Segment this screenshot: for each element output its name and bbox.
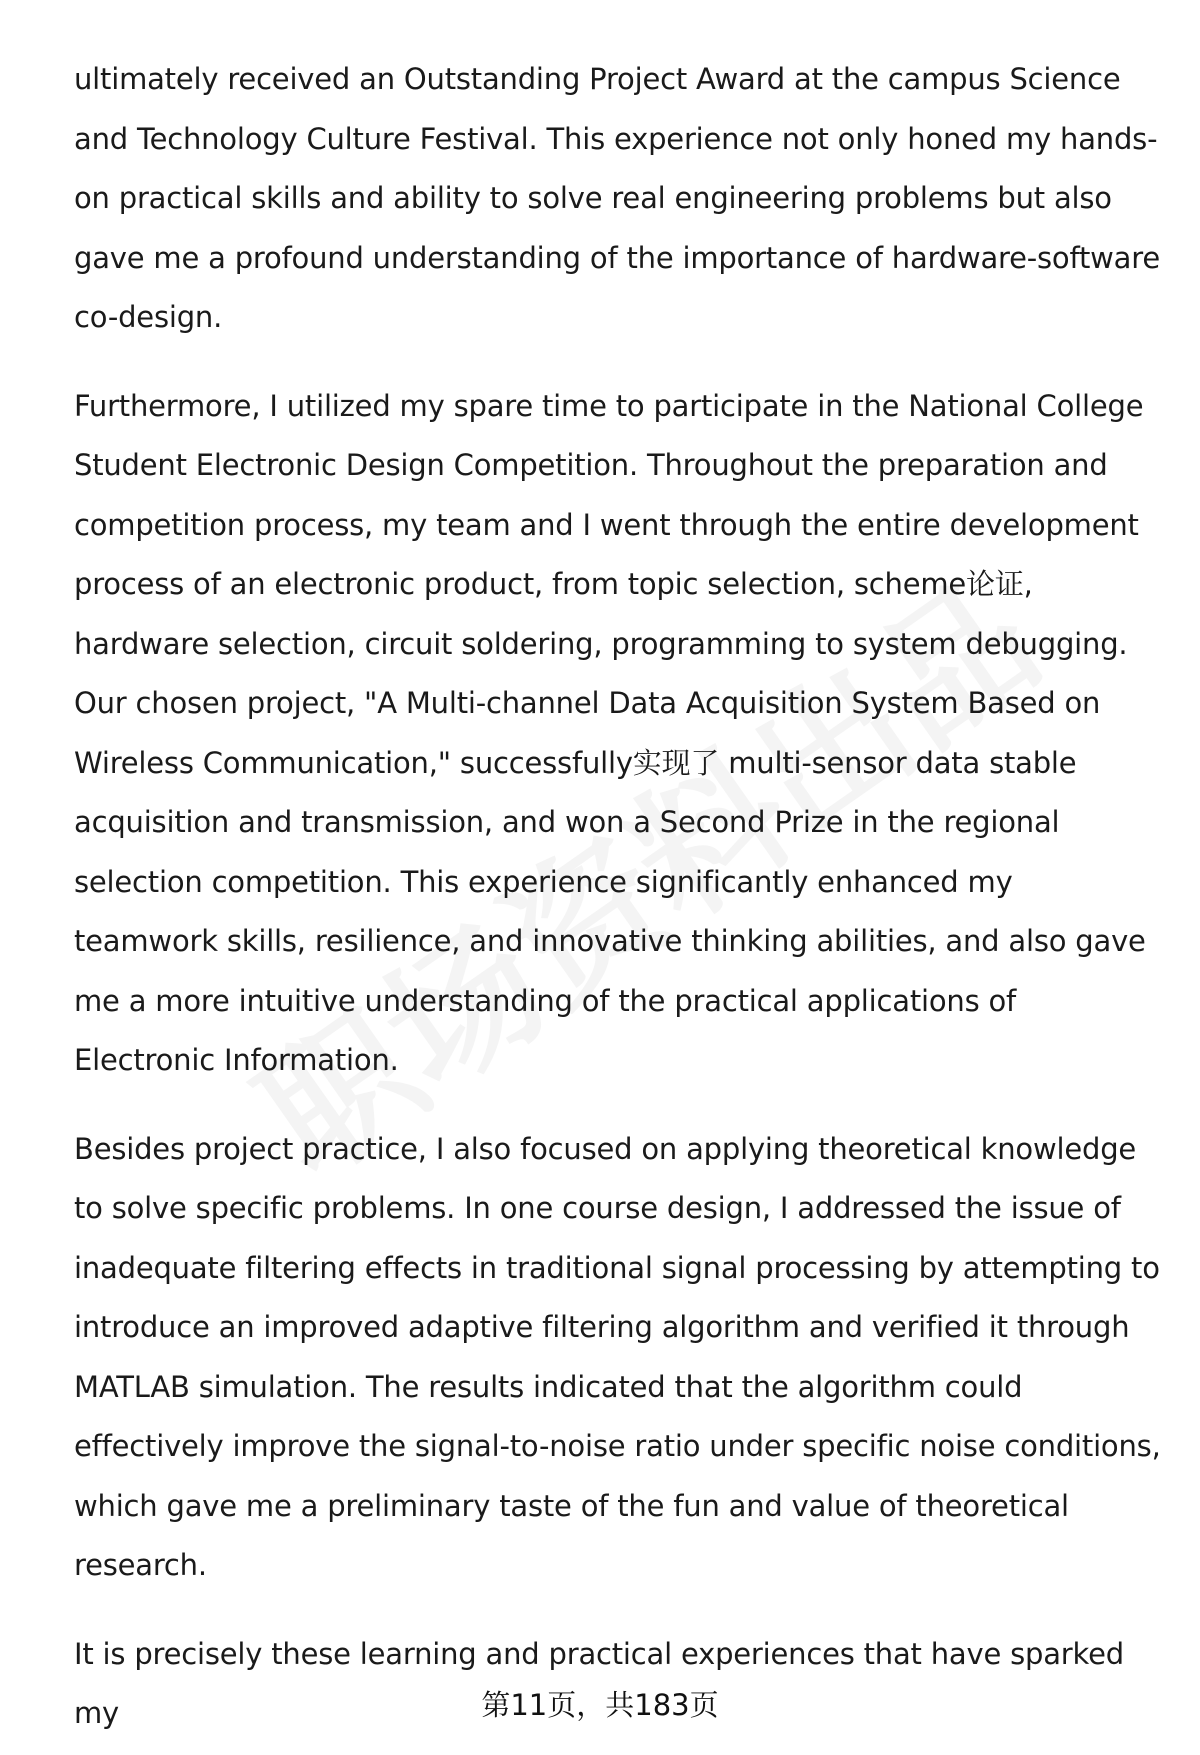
paragraph-1: ultimately received an Outstanding Project Award at the campus Science and Technology Culture Festival. This experience not only honed my hands-on practical skills and ability to solve real engineering problems but also gave me a profound understanding of the importance of hardware-software co-design. xyxy=(74,62,1160,334)
paragraph-2: Furthermore, I utilized my spare time to participate in the National College Student Electronic Design Competition. Throughout the preparation and competition process, my team and I went through the entire development process of an electronic product, from topic selection, scheme论证, hardware selection, circuit soldering, programming to system debugging. Our chosen project, "A Multi-channel Data Acquisition System Based on Wireless Communication," successfully实现了 multi-sensor data stable acquisition and transmission, and won a Second Prize in the regional selection competition. This experience significantly enhanced my teamwork skills, resilience, and innovative thinking abilities, and also gave me a more intuitive understanding of the practical applications of Electronic Information. xyxy=(74,388,1146,1077)
page-number-footer: 第11页，共183页 xyxy=(481,1688,719,1722)
document-body xyxy=(74,50,1164,1744)
paragraph-4: It is precisely these learning and practical experiences that have sparked my xyxy=(74,1636,1124,1730)
paragraph-3: Besides project practice, I also focused on applying theoretical knowledge to solve specific problems. In one course design, I addressed the issue of inadequate filtering effects in traditional signal processing by attempting to introduce an improved adaptive filtering algorithm and verified it through MATLAB simulation. The results indicated that the algorithm could effectively improve the signal-to-noise ratio under specific noise conditions, which gave me a preliminary taste of the fun and value of theoretical research. xyxy=(74,1131,1161,1582)
